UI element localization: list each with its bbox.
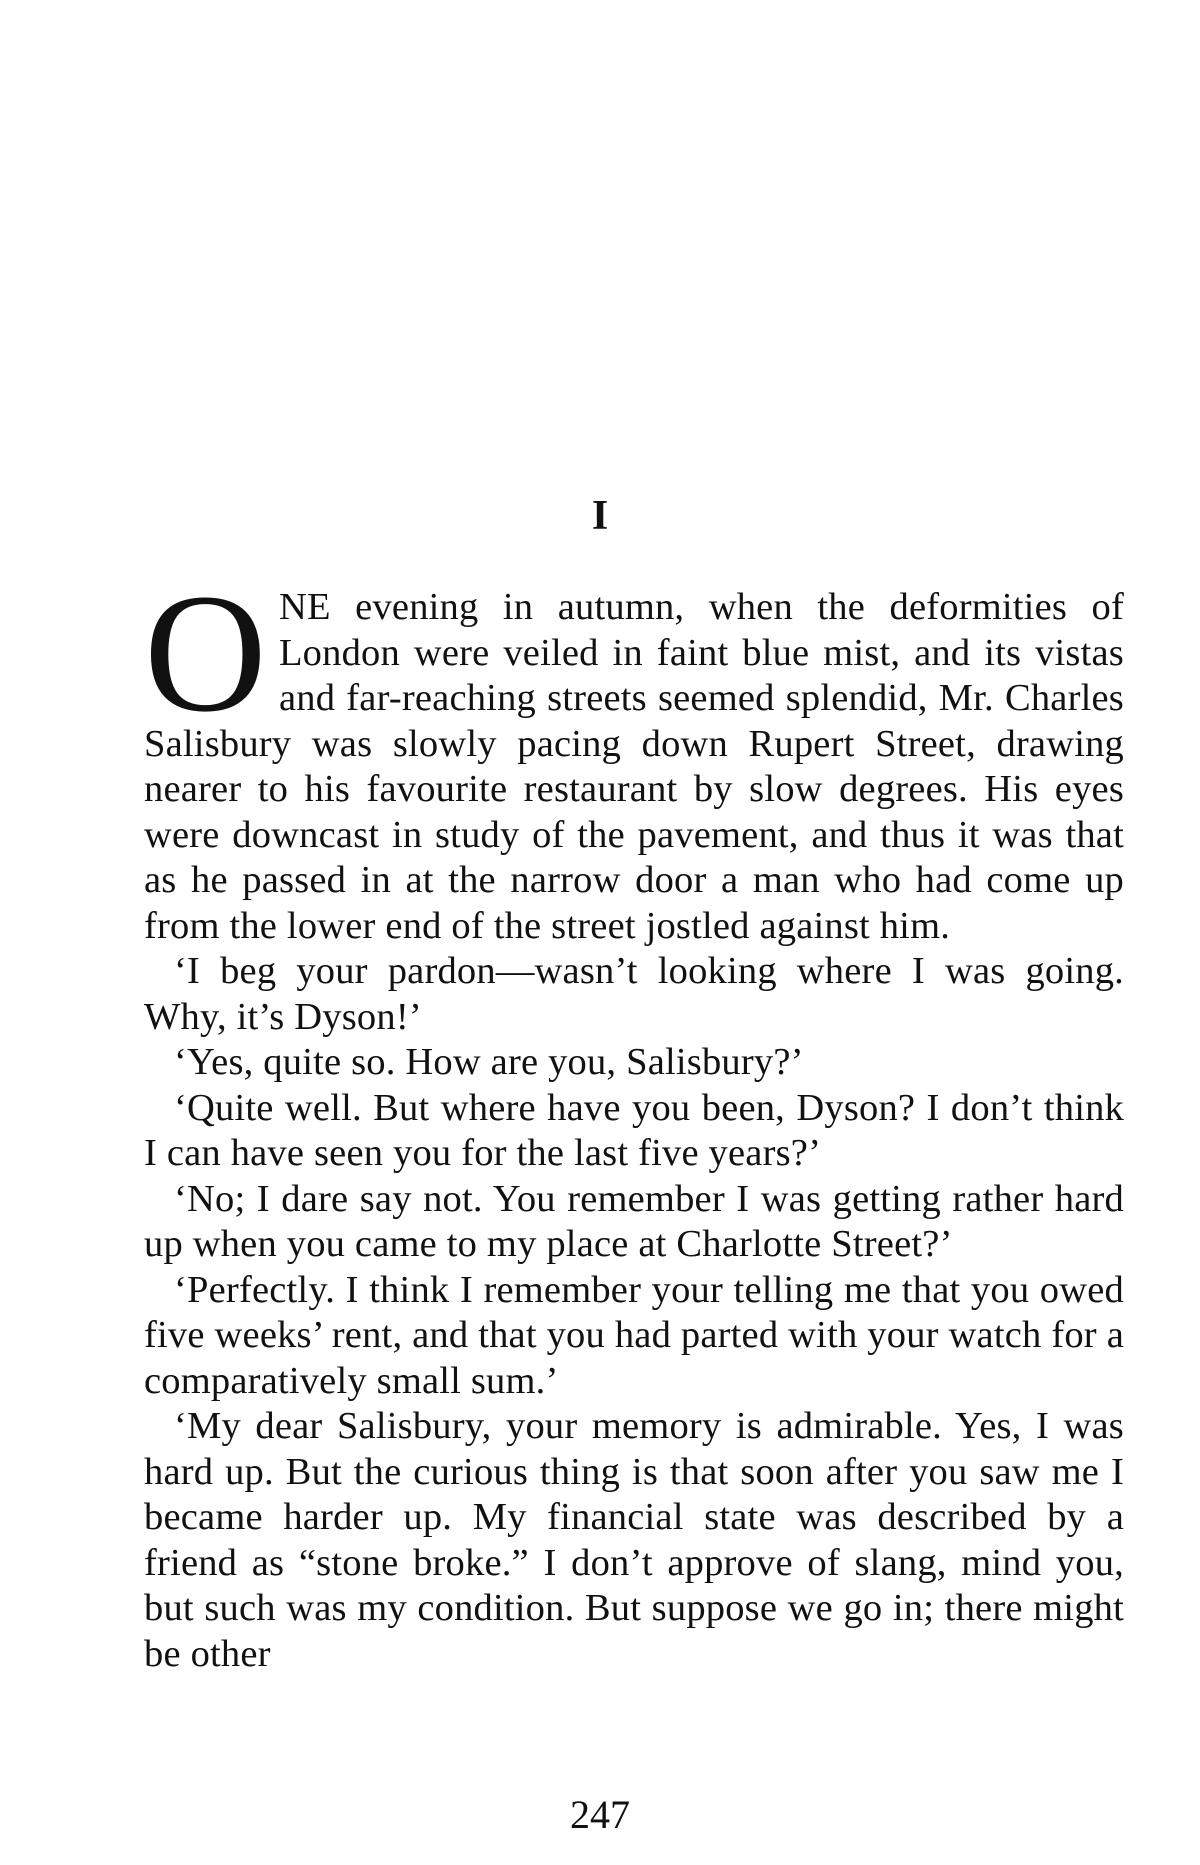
opening-text: NE evening in autumn, when the deformities of London were veiled in faint blue mist, and its vistas and far-reaching streets seemed splendid, Mr. Charles Salisbury was slowly pacing down Rupert Street, drawing nearer to his favourite restaurant by slow degrees. His eyes were downcast in study of the pavement, and thus it was that as he passed in at the narrow door a man who had come up from the lower end of the street jostled against him.	[144, 586, 1124, 947]
page-number: 247	[570, 1792, 630, 1837]
dialogue-paragraph: ‘Perfectly. I think I remember your telling me that you owed five weeks’ rent, and that you had parted with your watch for a comparatively small sum.’	[144, 1268, 1124, 1402]
chapter-body	[144, 559, 1124, 1677]
opening-paragraph	[144, 559, 1124, 949]
drop-cap: O	[144, 559, 267, 747]
dialogue-paragraph: ‘Yes, quite so. How are you, Salisbury?’	[174, 1041, 804, 1083]
dialogue-paragraph: ‘I beg your pardon—wasn’t looking where I was going. Why, it’s Dyson!’	[144, 950, 1124, 1038]
dialogue-paragraph: ‘Quite well. But where have you been, Dyson? I don’t think I can have seen you for the last five years?’	[144, 1086, 1124, 1174]
dialogue-paragraph: ‘My dear Salisbury, your memory is admirable. Yes, I was hard up. But the curious thing is that soon after you saw me I became harder up. My financial state was described by a friend as “stone broke.” I don’t approve of slang, mind you, but such was my condition. But suppose we go in; there might be other	[144, 1405, 1124, 1675]
dialogue-paragraph: ‘No; I dare say not. You remember I was getting rather hard up when you came to my place at Charlotte Street?’	[144, 1177, 1124, 1265]
chapter-number: I	[591, 493, 609, 539]
